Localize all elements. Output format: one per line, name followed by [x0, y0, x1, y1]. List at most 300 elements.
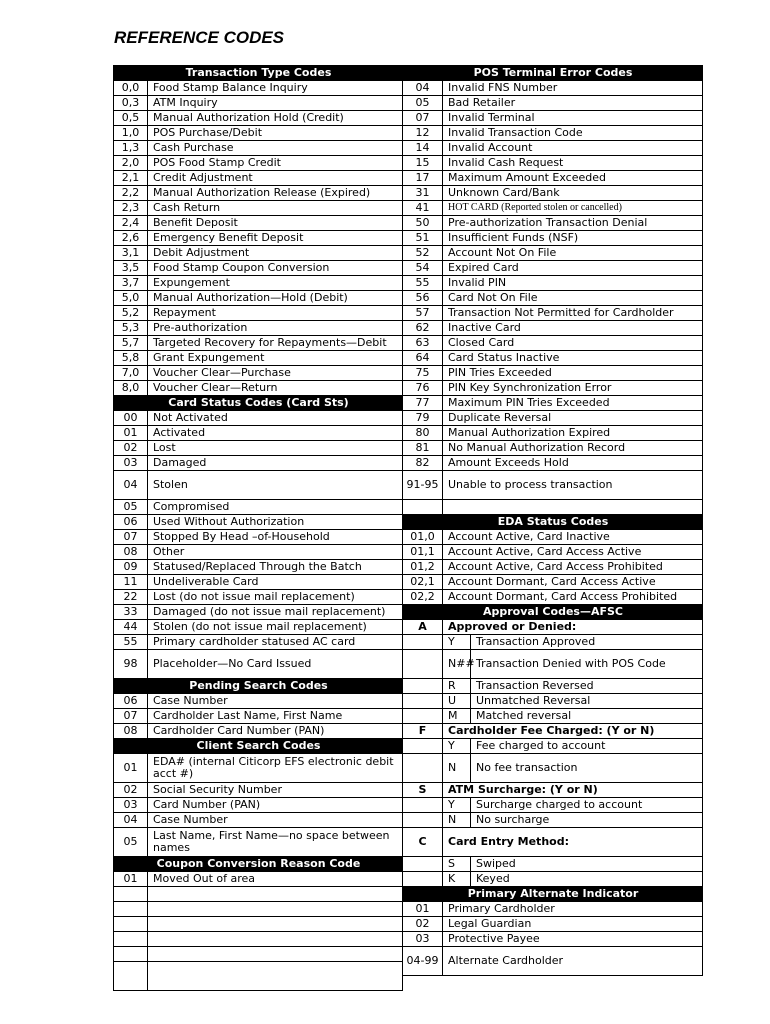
description-cell: No Manual Authorization Record — [443, 441, 703, 456]
table-row — [403, 590, 703, 605]
table-row — [403, 426, 703, 441]
table-row — [114, 306, 403, 321]
section-header — [403, 66, 703, 81]
code-cell: 54 — [403, 261, 443, 276]
description-cell: Emergency Benefit Deposit — [148, 231, 403, 246]
description-cell: Cardholder Card Number (PAN) — [148, 724, 403, 739]
right-reference-table — [402, 65, 703, 976]
code-cell: 2,2 — [114, 186, 148, 201]
section-header — [114, 857, 403, 872]
code-cell: 22 — [114, 590, 148, 605]
description-cell: Not Activated — [148, 411, 403, 426]
table-row — [403, 216, 703, 231]
table-row — [114, 724, 403, 739]
code-cell: 7,0 — [114, 366, 148, 381]
code-cell — [114, 947, 148, 962]
table-row — [403, 81, 703, 96]
description-cell: Card Number (PAN) — [148, 798, 403, 813]
code-cell: 0,5 — [114, 111, 148, 126]
description-cell: POS Purchase/Debit — [148, 126, 403, 141]
code-cell: 15 — [403, 156, 443, 171]
indent-cell — [403, 857, 443, 872]
description-cell: Grant Expungement — [148, 351, 403, 366]
description-cell: Duplicate Reversal — [443, 411, 703, 426]
approval-code-cell: S — [443, 857, 471, 872]
code-cell: 51 — [403, 231, 443, 246]
table-row — [114, 887, 403, 902]
table-row — [114, 560, 403, 575]
section-header-label: POS Terminal Error Codes — [403, 66, 703, 81]
description-cell: Voucher Clear—Return — [148, 381, 403, 396]
code-cell: 01 — [403, 902, 443, 917]
description-cell: Account Active, Card Access Active — [443, 545, 703, 560]
description-cell: Maximum PIN Tries Exceeded — [443, 396, 703, 411]
code-cell: 01 — [114, 872, 148, 887]
table-row — [114, 917, 403, 932]
table-row — [114, 500, 403, 515]
table-row — [403, 96, 703, 111]
description-cell: Stolen (do not issue mail replacement) — [148, 620, 403, 635]
description-cell: Damaged (do not issue mail replacement) — [148, 605, 403, 620]
code-cell: 07 — [403, 111, 443, 126]
code-cell: 5,3 — [114, 321, 148, 336]
table-row — [114, 515, 403, 530]
description-cell: Protective Payee — [443, 932, 703, 947]
table-row — [403, 381, 703, 396]
table-row — [403, 351, 703, 366]
code-cell: 2,3 — [114, 201, 148, 216]
description-cell: Matched reversal — [471, 709, 703, 724]
code-cell: 62 — [403, 321, 443, 336]
section-header-label: EDA Status Codes — [403, 515, 703, 530]
description-cell: Food Stamp Coupon Conversion — [148, 261, 403, 276]
description-cell: Transaction Reversed — [471, 679, 703, 694]
description-cell: Manual Authorization Expired — [443, 426, 703, 441]
table-row — [114, 366, 403, 381]
table-row — [403, 575, 703, 590]
table-row — [403, 111, 703, 126]
code-cell: 2,0 — [114, 156, 148, 171]
description-cell: Stopped By Head –of-Household — [148, 530, 403, 545]
code-cell: 04 — [114, 471, 148, 500]
description-cell: Bad Retailer — [443, 96, 703, 111]
description-cell: Amount Exceeds Hold — [443, 456, 703, 471]
table-row — [403, 306, 703, 321]
description-cell: Transaction Denied with POS Code — [471, 650, 703, 679]
indent-cell — [403, 709, 443, 724]
description-cell: Keyed — [471, 872, 703, 887]
description-cell — [148, 887, 403, 902]
approval-group-heading-row — [403, 828, 703, 857]
indent-cell — [403, 635, 443, 650]
table-row — [403, 366, 703, 381]
code-cell — [114, 932, 148, 947]
table-row — [403, 456, 703, 471]
code-cell: 0,3 — [114, 96, 148, 111]
description-cell: No fee transaction — [471, 754, 703, 783]
description-cell: Alternate Cardholder — [443, 947, 703, 976]
code-cell: 57 — [403, 306, 443, 321]
table-row — [403, 650, 703, 679]
table-row — [403, 276, 703, 291]
approval-code-cell: Y — [443, 798, 471, 813]
section-header-label: Coupon Conversion Reason Code — [114, 857, 403, 872]
description-cell: Damaged — [148, 456, 403, 471]
table-row — [114, 872, 403, 887]
description-cell: Pre-authorization Transaction Denial — [443, 216, 703, 231]
table-row — [114, 947, 403, 962]
description-cell: Invalid Account — [443, 141, 703, 156]
table-row — [403, 560, 703, 575]
description-cell — [148, 917, 403, 932]
code-cell: 33 — [114, 605, 148, 620]
table-row — [114, 96, 403, 111]
code-cell: 01 — [114, 754, 148, 783]
description-cell: Legal Guardian — [443, 917, 703, 932]
code-cell: 14 — [403, 141, 443, 156]
description-cell: Social Security Number — [148, 783, 403, 798]
description-cell: Statused/Replaced Through the Batch — [148, 560, 403, 575]
description-cell: Last Name, First Name—no space between names — [148, 828, 403, 857]
description-cell: Fee charged to account — [471, 739, 703, 754]
table-row — [114, 291, 403, 306]
code-cell: 07 — [114, 530, 148, 545]
table-row — [403, 246, 703, 261]
approval-group-letter: A — [403, 620, 443, 635]
description-cell: Stolen — [148, 471, 403, 500]
code-cell: 05 — [114, 500, 148, 515]
code-cell: 31 — [403, 186, 443, 201]
approval-group-heading-row — [403, 620, 703, 635]
table-row — [114, 111, 403, 126]
code-cell: 56 — [403, 291, 443, 306]
description-cell: Undeliverable Card — [148, 575, 403, 590]
table-row — [403, 857, 703, 872]
code-cell: 5,2 — [114, 306, 148, 321]
table-row — [114, 828, 403, 857]
description-cell: Lost (do not issue mail replacement) — [148, 590, 403, 605]
section-header — [403, 605, 703, 620]
description-cell: Card Not On File — [443, 291, 703, 306]
table-row — [114, 171, 403, 186]
code-cell: 01 — [114, 426, 148, 441]
table-row — [403, 471, 703, 500]
code-cell: 80 — [403, 426, 443, 441]
table-row — [403, 321, 703, 336]
description-cell: Case Number — [148, 694, 403, 709]
table-row — [403, 709, 703, 724]
code-cell: 04-99 — [403, 947, 443, 976]
description-cell: Primary Cardholder — [443, 902, 703, 917]
code-cell: 91-95 — [403, 471, 443, 500]
table-row — [114, 709, 403, 724]
description-cell: Lost — [148, 441, 403, 456]
section-header — [403, 515, 703, 530]
table-row — [403, 141, 703, 156]
description-cell: Insufficient Funds (NSF) — [443, 231, 703, 246]
table-row — [114, 351, 403, 366]
description-cell: Transaction Not Permitted for Cardholder — [443, 306, 703, 321]
description-cell: Account Active, Card Access Prohibited — [443, 560, 703, 575]
table-row — [114, 545, 403, 560]
section-header — [403, 887, 703, 902]
code-cell: 5,7 — [114, 336, 148, 351]
description-cell: Cash Return — [148, 201, 403, 216]
code-cell: 41 — [403, 201, 443, 216]
code-cell: 08 — [114, 545, 148, 560]
table-row — [403, 754, 703, 783]
table-row — [114, 411, 403, 426]
indent-cell — [403, 798, 443, 813]
approval-code-cell: R — [443, 679, 471, 694]
code-cell: 02 — [114, 783, 148, 798]
description-cell: POS Food Stamp Credit — [148, 156, 403, 171]
description-cell: Cardholder Last Name, First Name — [148, 709, 403, 724]
description-cell: Cash Purchase — [148, 141, 403, 156]
table-row — [114, 962, 403, 991]
table-row — [114, 798, 403, 813]
code-cell: 5,8 — [114, 351, 148, 366]
table-row — [403, 126, 703, 141]
description-cell — [148, 902, 403, 917]
table-row — [403, 530, 703, 545]
approval-group-letter: S — [403, 783, 443, 798]
table-row — [114, 81, 403, 96]
code-cell: 03 — [114, 456, 148, 471]
description-cell: Invalid PIN — [443, 276, 703, 291]
description-cell: Expired Card — [443, 261, 703, 276]
description-cell: PIN Key Synchronization Error — [443, 381, 703, 396]
description-cell: Case Number — [148, 813, 403, 828]
table-row — [114, 783, 403, 798]
code-cell: 52 — [403, 246, 443, 261]
table-row — [114, 381, 403, 396]
code-cell: 08 — [114, 724, 148, 739]
approval-code-cell: Y — [443, 635, 471, 650]
description-cell: Targeted Recovery for Repayments—Debit — [148, 336, 403, 351]
description-cell: Unknown Card/Bank — [443, 186, 703, 201]
table-row — [403, 917, 703, 932]
description-cell: Food Stamp Balance Inquiry — [148, 81, 403, 96]
description-cell: Account Not On File — [443, 246, 703, 261]
code-cell: 0,0 — [114, 81, 148, 96]
code-cell — [114, 902, 148, 917]
description-cell — [443, 500, 703, 515]
code-cell: 09 — [114, 560, 148, 575]
table-row — [403, 261, 703, 276]
approval-code-cell: K — [443, 872, 471, 887]
description-cell: Invalid Terminal — [443, 111, 703, 126]
section-header — [114, 679, 403, 694]
table-row — [114, 156, 403, 171]
indent-cell — [403, 650, 443, 679]
description-cell: Debit Adjustment — [148, 246, 403, 261]
code-cell: 2,4 — [114, 216, 148, 231]
description-cell — [148, 947, 403, 962]
description-cell: Closed Card — [443, 336, 703, 351]
table-row — [114, 694, 403, 709]
code-cell: 5,0 — [114, 291, 148, 306]
page-title: REFERENCE CODES — [114, 28, 285, 47]
section-header-label: Primary Alternate Indicator — [403, 887, 703, 902]
description-cell: Primary cardholder statused AC card — [148, 635, 403, 650]
description-cell: Invalid Cash Request — [443, 156, 703, 171]
code-cell: 63 — [403, 336, 443, 351]
description-cell: Invalid Transaction Code — [443, 126, 703, 141]
description-cell: PIN Tries Exceeded — [443, 366, 703, 381]
code-cell — [114, 917, 148, 932]
approval-group-heading: Card Entry Method: — [443, 828, 703, 857]
indent-cell — [403, 754, 443, 783]
table-row — [403, 694, 703, 709]
table-row — [403, 813, 703, 828]
left-reference-table — [113, 65, 403, 991]
table-row — [403, 171, 703, 186]
code-cell: 03 — [114, 798, 148, 813]
table-row — [114, 336, 403, 351]
description-cell: Account Active, Card Inactive — [443, 530, 703, 545]
table-row — [403, 396, 703, 411]
approval-group-heading: Cardholder Fee Charged: (Y or N) — [443, 724, 703, 739]
table-row — [114, 902, 403, 917]
table-row — [403, 679, 703, 694]
section-header-label: Transaction Type Codes — [114, 66, 403, 81]
description-cell — [148, 962, 403, 991]
description-cell: Manual Authorization—Hold (Debit) — [148, 291, 403, 306]
description-cell: Inactive Card — [443, 321, 703, 336]
table-row — [403, 545, 703, 560]
section-header — [114, 739, 403, 754]
section-header-label: Card Status Codes (Card Sts) — [114, 396, 403, 411]
approval-code-cell: U — [443, 694, 471, 709]
description-cell: Swiped — [471, 857, 703, 872]
description-cell: Unable to process transaction — [443, 471, 703, 500]
approval-group-letter: C — [403, 828, 443, 857]
code-cell: 06 — [114, 515, 148, 530]
table-row — [114, 471, 403, 500]
description-cell: Maximum Amount Exceeded — [443, 171, 703, 186]
table-row — [114, 590, 403, 605]
description-cell: Account Dormant, Card Access Active — [443, 575, 703, 590]
table-row — [114, 932, 403, 947]
description-cell — [148, 932, 403, 947]
code-cell: 05 — [403, 96, 443, 111]
table-row — [403, 186, 703, 201]
table-row — [114, 754, 403, 783]
table-row — [403, 902, 703, 917]
table-row — [114, 321, 403, 336]
code-cell: 75 — [403, 366, 443, 381]
indent-cell — [403, 872, 443, 887]
code-cell: 77 — [403, 396, 443, 411]
description-cell: Repayment — [148, 306, 403, 321]
table-row — [403, 336, 703, 351]
description-cell: Activated — [148, 426, 403, 441]
description-cell: Unmatched Reversal — [471, 694, 703, 709]
code-cell: 76 — [403, 381, 443, 396]
approval-group-heading-row — [403, 783, 703, 798]
description-cell: Invalid FNS Number — [443, 81, 703, 96]
table-row — [114, 141, 403, 156]
indent-cell — [403, 679, 443, 694]
code-cell: 02,2 — [403, 590, 443, 605]
table-row — [403, 798, 703, 813]
code-cell: 11 — [114, 575, 148, 590]
section-header-label: Pending Search Codes — [114, 679, 403, 694]
description-cell: ATM Inquiry — [148, 96, 403, 111]
table-row — [114, 186, 403, 201]
code-cell: 79 — [403, 411, 443, 426]
code-cell: 05 — [114, 828, 148, 857]
table-row — [114, 456, 403, 471]
table-row — [114, 605, 403, 620]
approval-code-cell: N — [443, 813, 471, 828]
section-header — [114, 396, 403, 411]
table-row — [403, 441, 703, 456]
table-row — [114, 426, 403, 441]
description-cell: EDA# (internal Citicorp EFS electronic debit acct #) — [148, 754, 403, 783]
table-row — [403, 291, 703, 306]
code-cell: 44 — [114, 620, 148, 635]
table-row — [114, 261, 403, 276]
table-row — [114, 201, 403, 216]
code-cell: 07 — [114, 709, 148, 724]
code-cell: 02 — [403, 917, 443, 932]
table-row — [114, 231, 403, 246]
indent-cell — [403, 739, 443, 754]
table-row — [114, 813, 403, 828]
description-cell: Pre-authorization — [148, 321, 403, 336]
table-row — [114, 441, 403, 456]
code-cell: 00 — [114, 411, 148, 426]
code-cell: 17 — [403, 171, 443, 186]
description-cell: No surcharge — [471, 813, 703, 828]
table-row — [114, 216, 403, 231]
approval-group-letter: F — [403, 724, 443, 739]
code-cell: 3,5 — [114, 261, 148, 276]
code-cell: 02 — [114, 441, 148, 456]
code-cell: 01,1 — [403, 545, 443, 560]
section-header — [114, 66, 403, 81]
code-cell — [403, 500, 443, 515]
description-cell: Compromised — [148, 500, 403, 515]
table-row — [403, 231, 703, 246]
code-cell: 02,1 — [403, 575, 443, 590]
table-row — [114, 620, 403, 635]
description-cell: Benefit Deposit — [148, 216, 403, 231]
description-cell: Surcharge charged to account — [471, 798, 703, 813]
table-row — [114, 276, 403, 291]
code-cell: 3,7 — [114, 276, 148, 291]
code-cell: 82 — [403, 456, 443, 471]
code-cell: 1,3 — [114, 141, 148, 156]
section-header-label: Approval Codes—AFSC — [403, 605, 703, 620]
table-row — [403, 411, 703, 426]
description-cell: Other — [148, 545, 403, 560]
description-cell: Card Status Inactive — [443, 351, 703, 366]
code-cell: 2,6 — [114, 231, 148, 246]
description-cell: Used Without Authorization — [148, 515, 403, 530]
description-cell: Moved Out of area — [148, 872, 403, 887]
code-cell: 8,0 — [114, 381, 148, 396]
code-cell: 55 — [114, 635, 148, 650]
table-row — [114, 530, 403, 545]
code-cell: 01,0 — [403, 530, 443, 545]
description-cell: Placeholder—No Card Issued — [148, 650, 403, 679]
table-row — [403, 739, 703, 754]
approval-group-heading: Approved or Denied: — [443, 620, 703, 635]
indent-cell — [403, 813, 443, 828]
